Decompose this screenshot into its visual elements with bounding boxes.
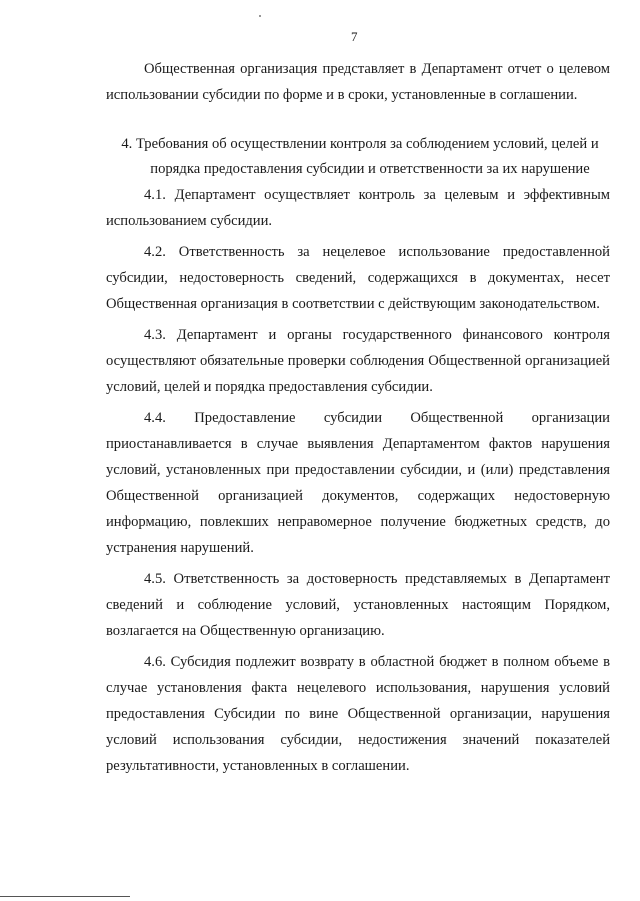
intro-paragraph: Общественная организация представляет в Департамент отчет о целевом использовании субсидии по форме и в сроки, установленные в соглашении. [106,61,610,103]
clause-4-4: 4.4. Предоставление субсидии Общественной организации приостанавливается в случае выявления Департаментом фактов нарушения условий, установленных при предоставлении субсидии, и (или) представления Общественной организацией документов, содержащих недостоверную информацию, повлекших неправомерное получение бюджетных средств, до устранения нарушений. [106,410,610,556]
clause-4-1: 4.1. Департамент осуществляет контроль за целевым и эффективным использованием субсидии. [106,187,610,229]
section-heading-line-2: порядка предоставления субсидии и ответственности за их нарушение [150,161,590,177]
document-body [106,56,610,784]
clause-4-6: 4.6. Субсидия подлежит возврату в областной бюджет в полном объеме в случае установления факта нецелевого использования, нарушения условий предоставления Субсидии по вине Общественной организации, нарушения условий использования субсидии, недостижения значений показателей результативности, установленных в соглашении. [106,654,610,774]
clause-4-3: 4.3. Департамент и органы государственного финансового контроля осуществляют обязательные проверки соблюдения Общественной организацией условий, целей и порядка предоставления субсидии. [106,327,610,395]
scan-artifact [259,15,261,17]
clause-4-2: 4.2. Ответственность за нецелевое использование предоставленной субсидии, недостоверность сведений, содержащихся в документах, несет Общественная организация в соответствии с действующим законодательством. [106,244,610,312]
section-heading-line-1: 4. Требования об осуществлении контроля за соблюдением условий, целей и [121,136,599,152]
clause-4-5: 4.5. Ответственность за достоверность представляемых в Департамент сведений и соблюдение условий, установленных настоящим Порядком, возлагается на Общественную организацию. [106,571,610,639]
section-heading [106,132,610,182]
page-number: 7 [351,29,358,44]
section-items [106,182,610,779]
footer-rule [0,896,130,897]
